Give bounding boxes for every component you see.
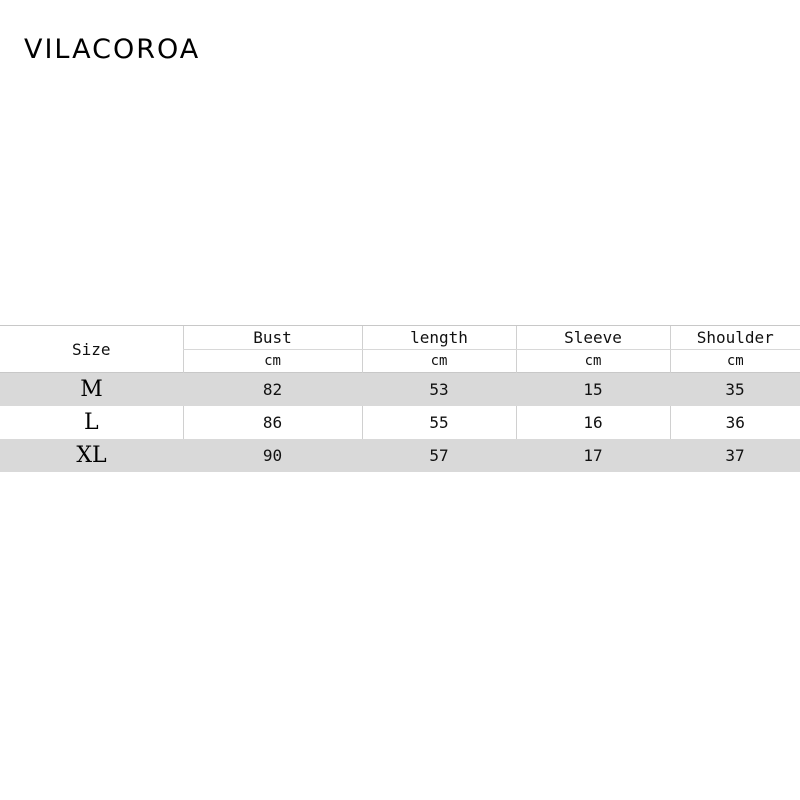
table-row-l [0,406,800,439]
size-label: L [83,410,99,435]
unit-length: cm [362,350,516,373]
bust-value: 90 [183,439,362,472]
size-chart-table [0,325,800,472]
table-row-xl [0,439,800,472]
shoulder-value: 35 [670,373,800,407]
column-header-bust: Bust [183,326,362,350]
brand-logo: VILACOROA [24,34,201,65]
column-header-length: length [362,326,516,350]
shoulder-value: 36 [670,406,800,439]
unit-shoulder: cm [670,350,800,373]
sleeve-value: 15 [516,373,670,407]
size-label: XL [0,439,183,472]
length-value: 57 [362,439,516,472]
sleeve-value: 17 [516,439,670,472]
bust-value: 86 [183,406,362,439]
length-value: 53 [362,373,516,407]
shoulder-value: 37 [670,439,800,472]
bust-value: 82 [183,373,362,407]
table-row-m [0,373,800,407]
column-header-sleeve: Sleeve [516,326,670,350]
unit-sleeve: cm [516,350,670,373]
size-label: M [0,373,183,407]
unit-bust: cm [183,350,362,373]
length-value: 55 [362,406,516,439]
header-row [0,326,800,350]
column-header-shoulder: Shoulder [670,326,800,350]
sleeve-value: 16 [516,406,670,439]
size-column-header: Size [0,326,183,373]
